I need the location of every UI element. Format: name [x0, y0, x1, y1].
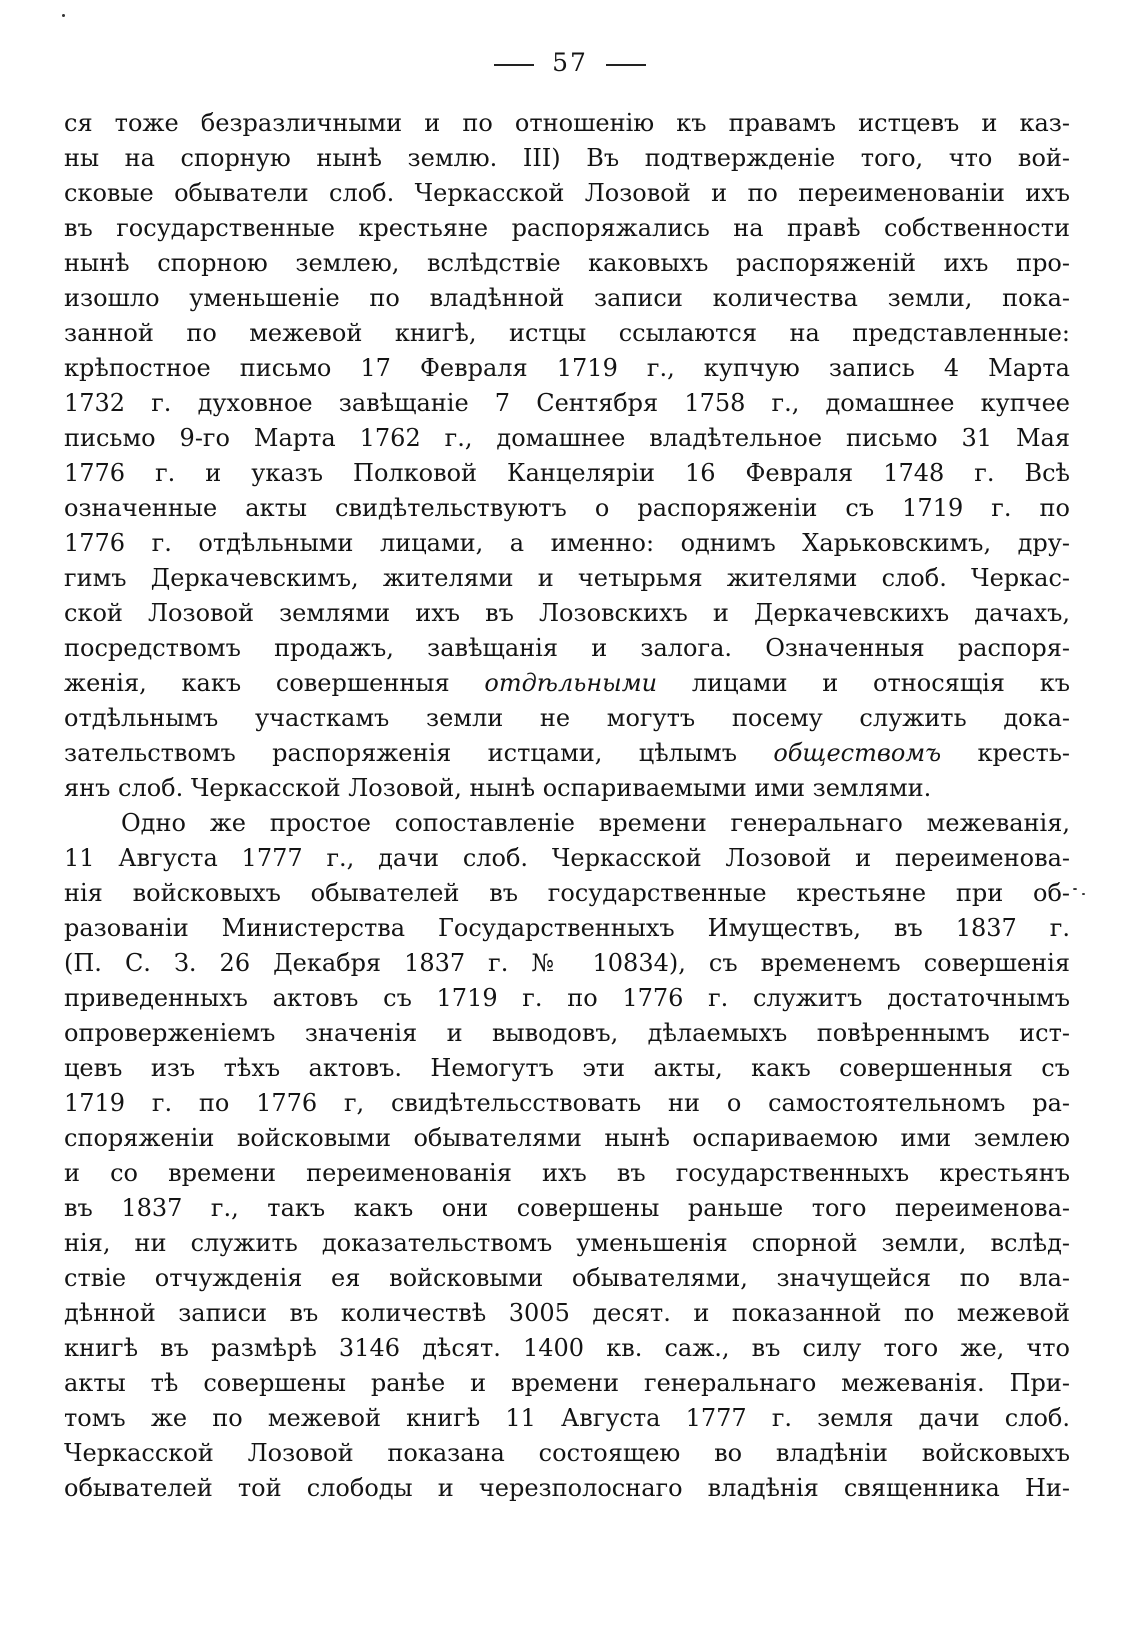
- text-line: [64, 841, 1070, 876]
- text-line-content: 1732 г. духовное завѣщаніе 7 Сентября 1758 г., домашнее купчее: [64, 389, 1070, 417]
- text-line-content: занной по межевой книгѣ, истцы ссылаются на представленные:: [64, 319, 1070, 347]
- text-line: [64, 1016, 1070, 1051]
- text-line-content: въ государственные крестьяне распоряжались на правѣ собственности: [64, 214, 1070, 242]
- text-line: [64, 386, 1070, 421]
- text-line-content: Черкасской Лозовой показана состоящею во владѣніи войсковыхъ: [64, 1439, 1070, 1467]
- text-line: [64, 1051, 1070, 1086]
- text-line: [64, 1226, 1070, 1261]
- page-number: [0, 48, 1140, 77]
- page-number-dash-left: [494, 64, 534, 66]
- text-line-content: сковые обыватели слоб. Черкасской Лозовой и по переименованіи ихъ: [64, 179, 1070, 207]
- text-line-content-after: кресть-: [977, 739, 1070, 767]
- text-line: [64, 526, 1070, 561]
- text-line-content: зательствомъ распоряженія истцами, цѣлымъ: [64, 739, 737, 767]
- text-line-content: изошло уменьшеніе по владѣнной записи количества земли, пока-: [64, 284, 1070, 312]
- text-line-content: (П. С. З. 26 Декабря 1837 г. № 10834), съ временемъ совершенія: [64, 949, 1070, 977]
- text-line: [64, 701, 1070, 736]
- text-line-content: акты тѣ совершены ранѣе и времени генеральнаго межеванія. При-: [64, 1369, 1070, 1397]
- scan-speck: [1082, 893, 1085, 895]
- text-line: [64, 1296, 1070, 1331]
- text-line-content: посредствомъ продажъ, завѣщанія и залога. Означенныя распоря-: [64, 634, 1070, 662]
- text-line-content: разованіи Министерства Государственныхъ Имуществъ, въ 1837 г.: [64, 914, 1070, 942]
- text-line-content: томъ же по межевой книгѣ 11 Августа 1777 г. земля дачи слоб.: [64, 1404, 1070, 1432]
- text-line-content: женія, какъ совершенныя: [64, 669, 450, 697]
- text-line-content: приведенныхъ актовъ съ 1719 г. по 1776 г. служитъ достаточнымъ: [64, 984, 1070, 1012]
- text-line: [64, 106, 1070, 141]
- text-line: [64, 911, 1070, 946]
- text-line-content: нія, ни служить доказательствомъ уменьшенія спорной земли, вслѣд-: [64, 1229, 1070, 1257]
- text-line-content: книгѣ въ размѣрѣ 3146 дѣсят. 1400 кв. саж., въ силу того же, что: [64, 1334, 1070, 1362]
- text-line-content: въ 1837 г., такъ какъ они совершены раньше того переименова-: [64, 1194, 1070, 1222]
- text-line: [64, 561, 1070, 596]
- text-line: [64, 1366, 1070, 1401]
- text-line-content: означенные акты свидѣтельствуютъ о распоряженіи съ 1719 г. по: [64, 494, 1070, 522]
- text-line: [64, 806, 1070, 841]
- text-line: [64, 1331, 1070, 1366]
- text-line-content: и со времени переименованія ихъ въ государственныхъ крестьянъ: [64, 1159, 1070, 1187]
- text-line-content: опроверженіемъ значенія и выводовъ, дѣлаемыхъ повѣреннымъ ист-: [64, 1019, 1070, 1047]
- text-line: [64, 1471, 1070, 1506]
- text-line-content: 1776 г. и указъ Полковой Канцеляріи 16 Февраля 1748 г. Всѣ: [64, 459, 1070, 487]
- text-line: [64, 596, 1070, 631]
- text-line-content: нынѣ спорною землею, вслѣдствіе каковыхъ распоряженій ихъ про-: [64, 249, 1070, 277]
- text-line-content: крѣпостное письмо 17 Февраля 1719 г., купчую запись 4 Марта: [64, 354, 1070, 382]
- text-line-content: ской Лозовой землями ихъ въ Лозовскихъ и Деркачевскихъ дачахъ,: [64, 599, 1070, 627]
- body-text: [64, 106, 1070, 1506]
- text-line-content: нія войсковыхъ обывателей въ государственные крестьяне при об-: [64, 879, 1070, 907]
- text-line-content: письмо 9-го Марта 1762 г., домашнее владѣтельное письмо 31 Мая: [64, 424, 1070, 452]
- text-line: [64, 736, 1070, 771]
- page-number-dash-right: [606, 64, 646, 66]
- text-line: [64, 981, 1070, 1016]
- text-line-content: цевъ изъ тѣхъ актовъ. Немогутъ эти акты, какъ совершенныя съ: [64, 1054, 1070, 1082]
- text-line-content: 11 Августа 1777 г., дачи слоб. Черкасской Лозовой и переименова-: [64, 844, 1070, 872]
- text-line: [64, 666, 1070, 701]
- text-line-content: споряженіи войсковыми обывателями нынѣ оспариваемою ими землею: [64, 1124, 1070, 1152]
- text-line: [64, 351, 1070, 386]
- text-line-content: янъ слоб. Черкасской Лозовой, нынѣ оспариваемыми ими землями.: [64, 774, 932, 802]
- text-line-content: ся тоже безразличными и по отношенію къ правамъ истцевъ и каз-: [64, 109, 1070, 137]
- text-line: [64, 771, 1070, 806]
- text-line-content: ствіе отчужденія ея войсковыми обывателями, значущейся по вла-: [64, 1264, 1070, 1292]
- text-line-content: 1776 г. отдѣльными лицами, а именно: однимъ Харьковскимъ, дру-: [64, 529, 1070, 557]
- italic-emphasis: обществомъ: [773, 739, 942, 767]
- text-line: [64, 141, 1070, 176]
- text-line: [64, 176, 1070, 211]
- text-line-content: обывателей той слободы и черезполоснаго владѣнія священника Ни-: [64, 1474, 1070, 1502]
- text-line: [64, 1086, 1070, 1121]
- text-line-content: Одно же простое сопоставленіе времени генеральнаго межеванія,: [121, 809, 1070, 837]
- text-line: [64, 1401, 1070, 1436]
- text-line: [64, 491, 1070, 526]
- text-line-content: дѣнной записи въ количествѣ 3005 десят. и показанной по межевой: [64, 1299, 1070, 1327]
- text-line: [64, 316, 1070, 351]
- text-line: [64, 1261, 1070, 1296]
- text-line: [64, 246, 1070, 281]
- text-line: [64, 1121, 1070, 1156]
- text-line: [64, 631, 1070, 666]
- text-line-content-after: лицами и относящія къ: [691, 669, 1070, 697]
- text-line-content: ны на спорную нынѣ землю. III) Въ подтвержденіе того, что вой-: [64, 144, 1070, 172]
- text-line: [64, 1436, 1070, 1471]
- text-line: [64, 1156, 1070, 1191]
- text-line: [64, 421, 1070, 456]
- text-line: [64, 211, 1070, 246]
- scan-speck: [62, 14, 65, 17]
- text-line: [64, 281, 1070, 316]
- text-line: [64, 946, 1070, 981]
- scan-speck: [1073, 888, 1077, 890]
- italic-emphasis: отдѣльными: [484, 669, 658, 697]
- text-line-content: 1719 г. по 1776 г, свидѣтельсствовать ни о самостоятельномъ ра-: [64, 1089, 1070, 1117]
- page-number-value: 57: [552, 48, 588, 77]
- text-line: [64, 876, 1070, 911]
- text-line-content: гимъ Деркачевскимъ, жителями и четырьмя жителями слоб. Черкас-: [64, 564, 1070, 592]
- text-line: [64, 1191, 1070, 1226]
- text-line-content: отдѣльнымъ участкамъ земли не могутъ посему служить дока-: [64, 704, 1070, 732]
- text-line: [64, 456, 1070, 491]
